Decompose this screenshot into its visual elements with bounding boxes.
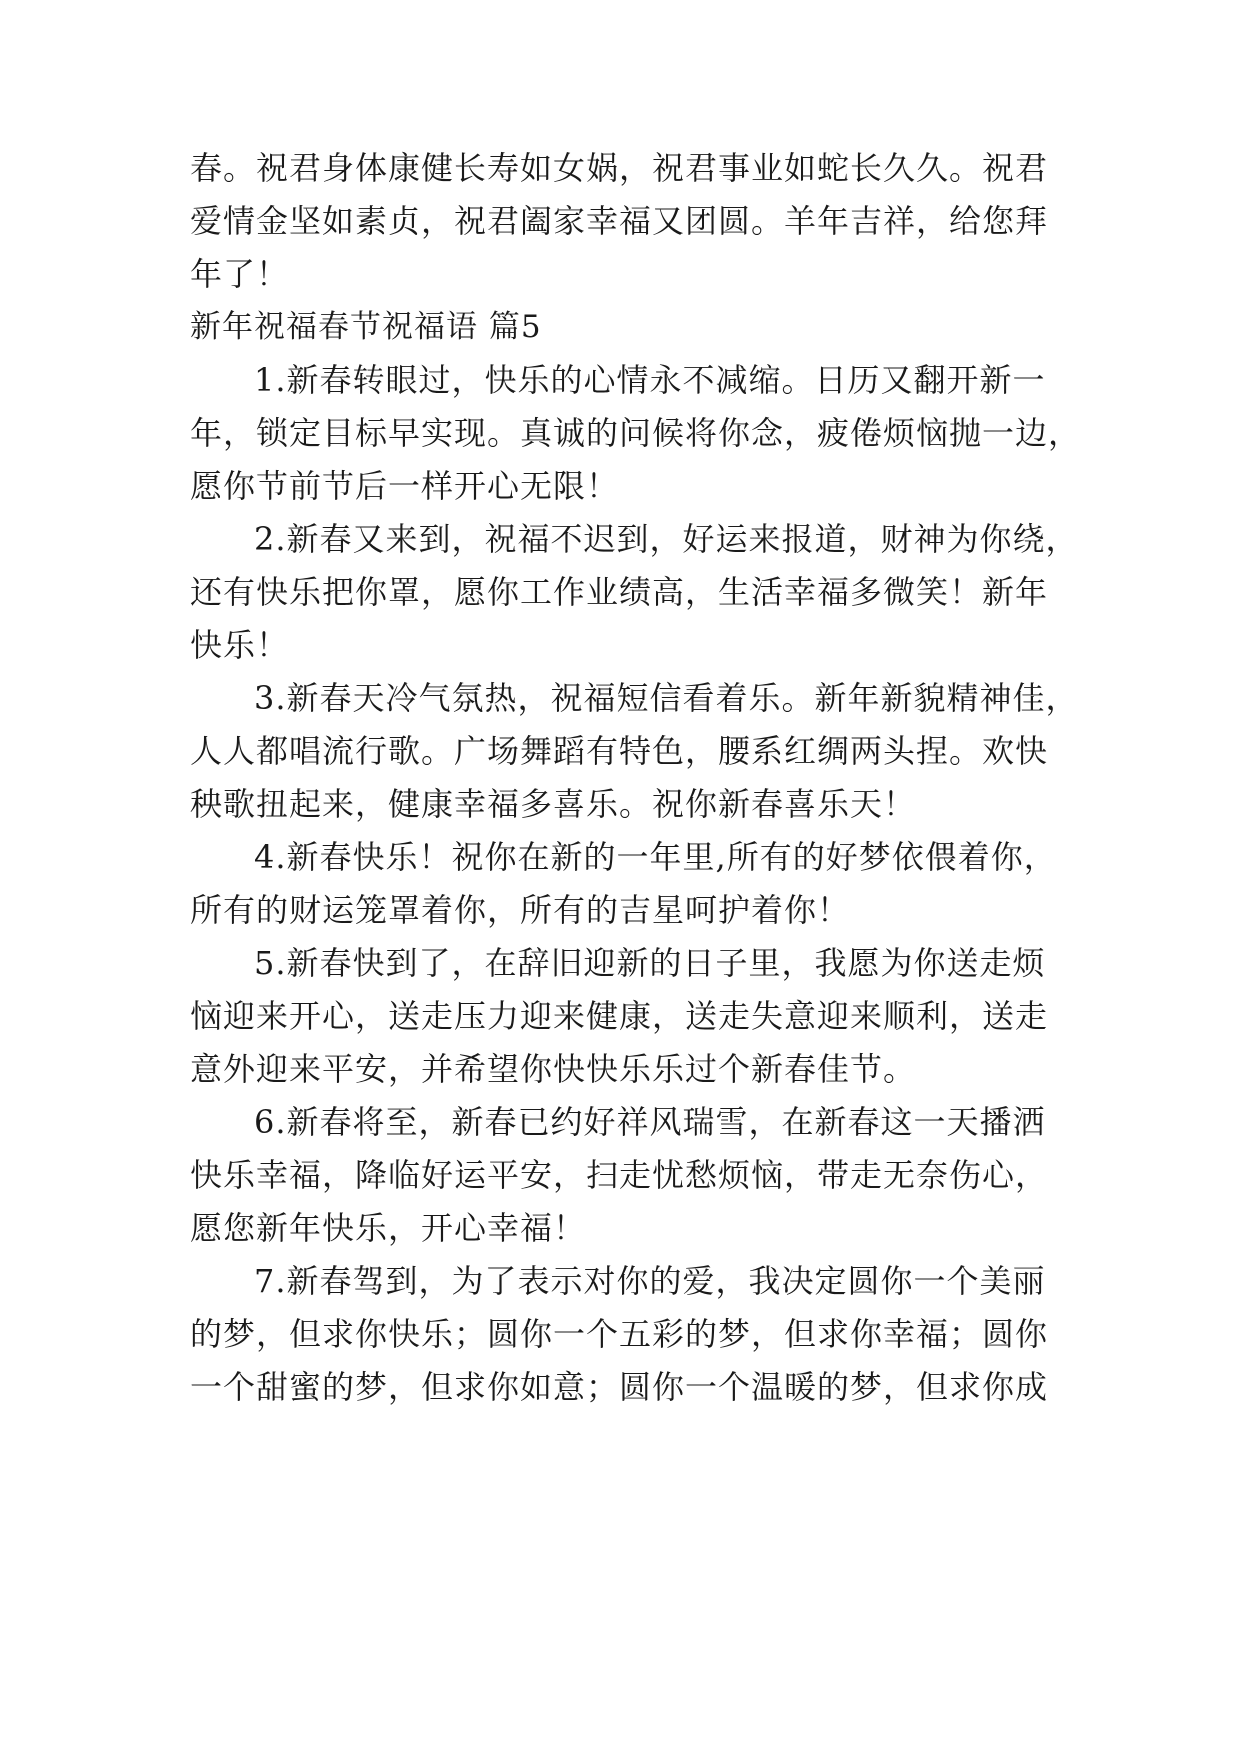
paragraph-line: 3.新春天冷气氛热，祝福短信看着乐。新年新貌精神佳， xyxy=(254,679,1079,717)
paragraph-line: 恼迎来开心，送走压力迎来健康，送走失意迎来顺利，送走 xyxy=(190,997,1049,1035)
section-heading: 新年祝福春节祝福语 篇5 xyxy=(190,309,542,345)
paragraph-line: 秧歌扭起来，健康幸福多喜乐。祝你新春喜乐天！ xyxy=(190,785,917,823)
paragraph-line: 意外迎来平安，并希望你快快乐乐过个新春佳节。 xyxy=(190,1050,917,1088)
continuation-line: 春。祝君身体康健长寿如女娲，祝君事业如蛇长久久。祝君 xyxy=(190,149,1049,187)
paragraph-line: 愿您新年快乐，开心幸福！ xyxy=(190,1209,587,1247)
paragraph-line: 人人都唱流行歌。广场舞蹈有特色，腰系红绸两头捏。欢快 xyxy=(190,732,1049,770)
continuation-line: 爱情金坚如素贞，祝君阖家幸福又团圆。羊年吉祥，给您拜 xyxy=(190,202,1049,240)
paragraph-line: 2.新春又来到，祝福不迟到，好运来报道，财神为你绕， xyxy=(254,520,1079,558)
paragraph-line: 7.新春驾到，为了表示对你的爱，我决定圆你一个美丽 xyxy=(254,1262,1046,1300)
paragraph-line: 快乐幸福，降临好运平安，扫走忧愁烦恼，带走无奈伤心， xyxy=(190,1156,1049,1194)
paragraph-line: 愿你节前节后一样开心无限！ xyxy=(190,467,620,505)
paragraph-line: 的梦，但求你快乐；圆你一个五彩的梦，但求你幸福；圆你 xyxy=(190,1315,1049,1353)
paragraph-line: 4.新春快乐！祝你在新的一年里,所有的好梦依偎着你， xyxy=(254,838,1057,876)
paragraph-line: 5.新春快到了，在辞旧迎新的日子里，我愿为你送走烦 xyxy=(254,944,1046,982)
paragraph-line: 1.新春转眼过，快乐的心情永不减缩。日历又翻开新一 xyxy=(254,361,1046,399)
paragraph-line: 年，锁定目标早实现。真诚的问候将你念，疲倦烦恼抛一边， xyxy=(190,414,1082,452)
paragraph-line: 快乐！ xyxy=(190,626,290,664)
paragraph-line: 6.新春将至，新春已约好祥风瑞雪，在新春这一天播洒 xyxy=(254,1103,1046,1141)
continuation-line: 年了！ xyxy=(190,255,290,293)
paragraph-line: 还有快乐把你罩，愿你工作业绩高，生活幸福多微笑！新年 xyxy=(190,573,1049,611)
paragraph-line: 一个甜蜜的梦，但求你如意；圆你一个温暖的梦，但求你成 xyxy=(190,1368,1049,1406)
paragraph-line: 所有的财运笼罩着你，所有的吉星呵护着你！ xyxy=(190,891,851,929)
